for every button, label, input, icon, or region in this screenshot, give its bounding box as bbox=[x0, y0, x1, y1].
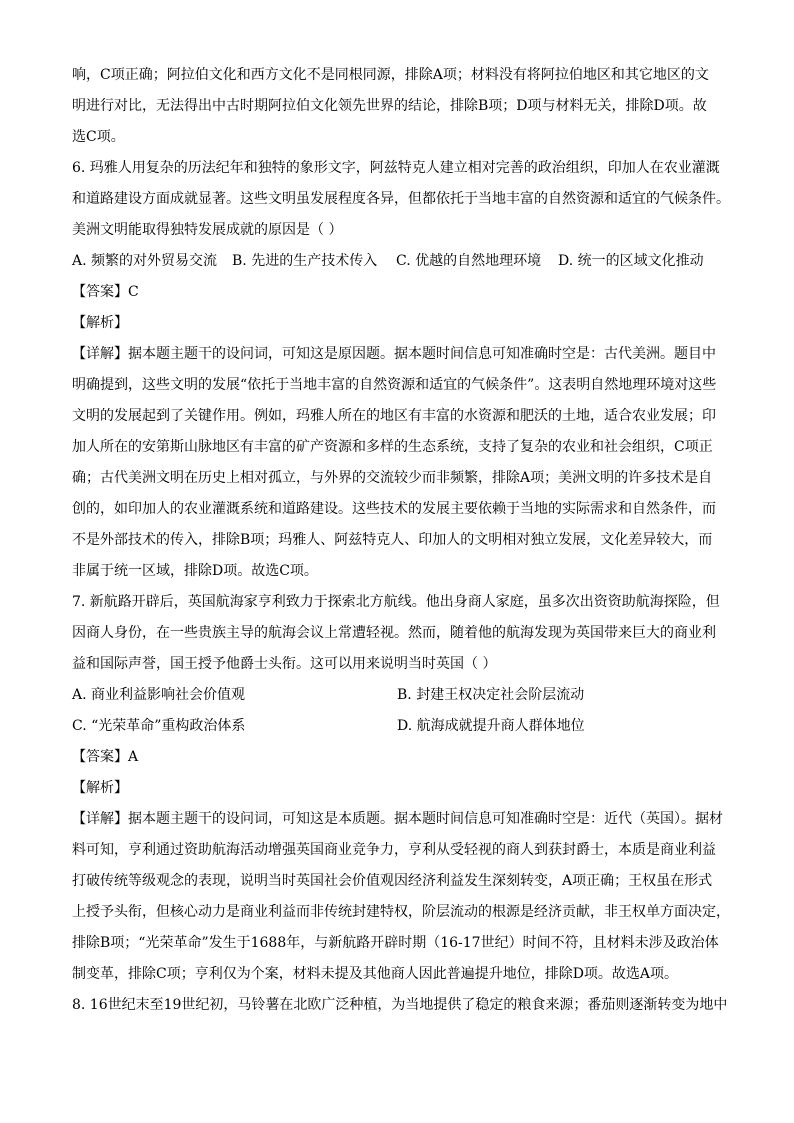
question-stem-line: 6. 玛雅人用复杂的历法纪年和独特的象形文字，阿兹特克人建立相对完善的政治组织，印加人在农业灌溉 bbox=[72, 160, 720, 176]
question-stem-line: 因商人身份，在一些贵族主导的航海会议上常遭轻视。然而，随着他的航海发现为英国带来巨大的商业利 bbox=[72, 625, 716, 641]
question-options-row bbox=[72, 680, 737, 711]
analysis-label: 【解析】 bbox=[72, 780, 128, 796]
question-stem-line: 和道路建设方面成就显著。这些文明虽发展程度各异，但都依托于当地丰富的自然资源和适宜的气候条件。 bbox=[72, 191, 730, 207]
detail-line: 制变革，排除C项；亨利仅为个案，材料未提及其他商人因此普遍提升地位，排除D项。故选A项。 bbox=[72, 966, 679, 982]
option-b: B. 先进的生产技术传入 bbox=[232, 253, 378, 269]
question-stem-line: 益和国际声誉，国王授予他爵士头衔。这可以用来说明当时英国（ ） bbox=[72, 656, 497, 672]
text-line: 选C项。 bbox=[72, 129, 125, 145]
option-d: D. 航海成就提升商人群体地位 bbox=[397, 718, 585, 734]
detail-line: 确；古代美洲文明在历史上相对孤立，与外界的交流较少而非频繁，排除A项；美洲文明的许多技术是自 bbox=[72, 470, 713, 486]
answer-label: 【答案】A bbox=[72, 749, 139, 765]
text-line: 明进行对比，无法得出中古时期阿拉伯文化领先世界的结论，排除B项；D项与材料无关，排除D项。故 bbox=[72, 98, 707, 114]
question-7 bbox=[72, 587, 737, 990]
question-options bbox=[72, 246, 737, 277]
question-8 bbox=[72, 990, 737, 1021]
text-line: 响，C项正确；阿拉伯文化和西方文化不是同根同源，排除A项；材料没有将阿拉伯地区和其它地区的文 bbox=[72, 67, 709, 83]
detail-line: 非属于统一区域，排除D项。故选C项。 bbox=[72, 563, 318, 579]
document-page bbox=[72, 60, 737, 1021]
detail-line: 【详解】据本题主题干的设问词，可知这是本质题。据本题时间信息可知准确时空是：近代（英国）。据材 bbox=[72, 811, 723, 827]
detail-line: 明确提到，这些文明的发展“依托于当地丰富的自然资源和适宜的气候条件”。这表明自然地理环境对这些 bbox=[72, 377, 717, 393]
detail-line: 加人所在的安第斯山脉地区有丰富的矿产资源和多样的生态系统，支持了复杂的农业和社会组织，C项正 bbox=[72, 439, 713, 455]
option-a: A. 频繁的对外贸易交流 bbox=[72, 253, 218, 269]
detail-line: 【详解】据本题主题干的设问词，可知这是原因题。据本题时间信息可知准确时空是：古代美洲。题目中 bbox=[72, 346, 716, 362]
option-d: D. 统一的区域文化推动 bbox=[558, 253, 704, 269]
question-stem-line: 美洲文明能取得独特发展成就的原因是（ ） bbox=[72, 222, 343, 238]
option-a: A. 商业利益影响社会价值观 bbox=[72, 687, 246, 703]
question-6 bbox=[72, 153, 737, 587]
detail-line: 排除B项；“光荣革命”发生于1688年，与新航路开辟时期（16-17世纪）时间不符，且材料未涉及政治体 bbox=[72, 935, 719, 951]
answer-label: 【答案】C bbox=[72, 284, 139, 300]
detail-line: 不是外部技术的传入，排除B项；玛雅人、阿兹特克人、印加人的文明相对独立发展，文化差异较大，而 bbox=[72, 532, 713, 548]
detail-line: 上授予头衔，但核心动力是商业利益而非传统封建特权，阶层流动的根源是经济贡献，非王权单方面决定， bbox=[72, 904, 730, 920]
question-options-row bbox=[72, 711, 737, 742]
question-stem-line: 7. 新航路开辟后，英国航海家亨利致力于探索北方航线。他出身商人家庭，虽多次出资资助航海探险，但 bbox=[72, 594, 720, 610]
option-b: B. 封建王权决定社会阶层流动 bbox=[397, 687, 585, 703]
analysis-label: 【解析】 bbox=[72, 315, 128, 331]
option-c: C. “光荣革命”重构政治体系 bbox=[72, 718, 246, 734]
detail-line: 文明的发展起到了关键作用。例如，玛雅人所在的地区有丰富的水资源和肥沃的土地，适合农业发展；印 bbox=[72, 408, 716, 424]
detail-line: 料可知，亨利通过资助航海活动增强英国商业竞争力，亨利从受轻视的商人到获封爵士，本质是商业利益 bbox=[72, 842, 716, 858]
previous-analysis-tail bbox=[72, 60, 737, 153]
detail-line: 打破传统等级观念的表现，说明当时英国社会价值观因经济利益发生深刻转变，A项正确；王权虽在形式 bbox=[72, 873, 713, 889]
detail-line: 创的，如印加人的农业灌溉系统和道路建设。这些技术的发展主要依赖于当地的实际需求和自然条件，而 bbox=[72, 501, 716, 517]
question-stem-line: 8. 16世纪末至19世纪初，马铃薯在北欧广泛种植，为当地提供了稳定的粮食来源；番茄则逐渐转变为地中 bbox=[72, 997, 728, 1013]
option-c: C. 优越的自然地理环境 bbox=[396, 253, 542, 269]
